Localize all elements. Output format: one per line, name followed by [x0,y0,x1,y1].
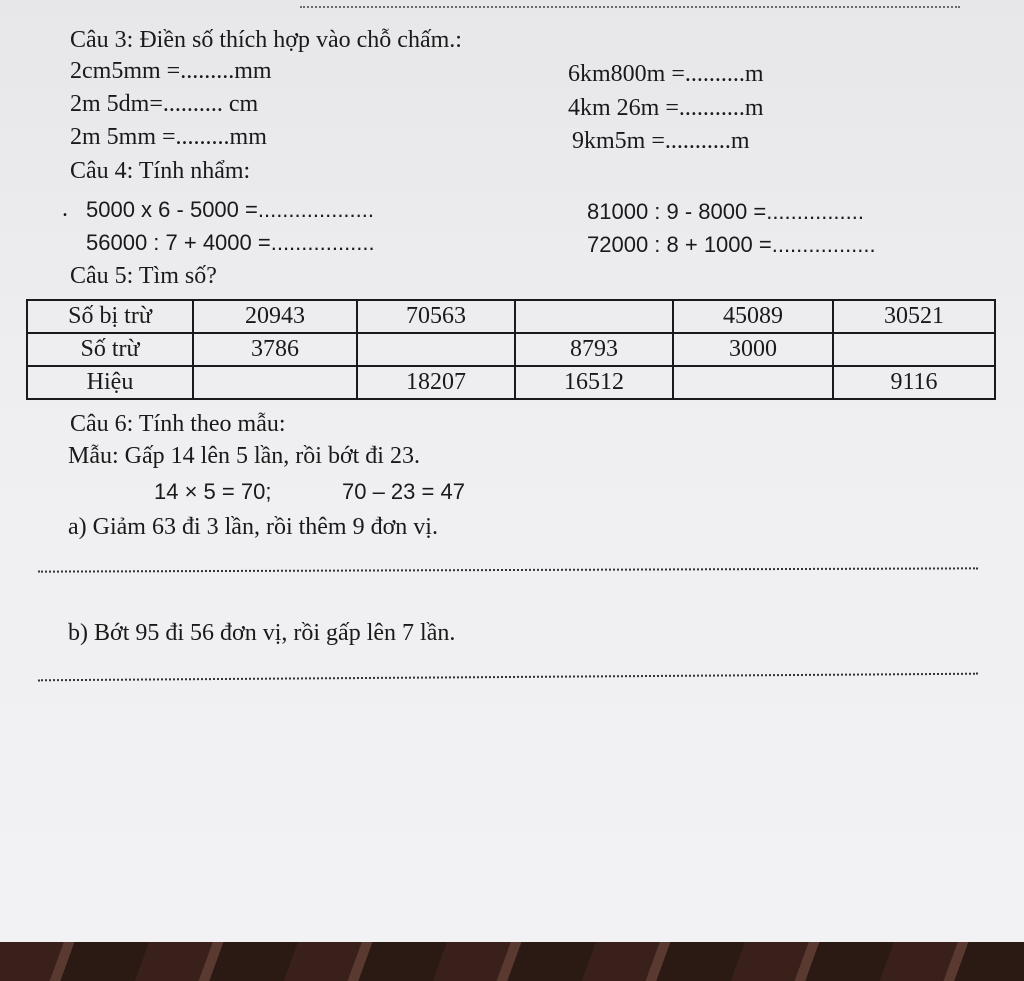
q3-right-3: 9km5m =...........m [572,128,750,154]
q3-left-1: 2cm5mm =.........mm [70,58,272,84]
q4-right-1: 81000 : 9 - 8000 =................ [587,199,864,224]
q4-title: Câu 4: Tính nhẩm: [70,158,251,184]
table-cell: 16512 [515,366,673,399]
answer-line-b[interactable] [38,673,978,682]
table-row-header: Số bị trừ [27,300,193,333]
table-cell: 9116 [833,366,995,399]
table-surface-background [0,942,1024,981]
table-cell: 18207 [357,366,515,399]
table-row-difference [27,366,995,399]
q3-left-3: 2m 5mm =.........mm [70,124,267,150]
q3-right-1: 6km800m =..........m [568,61,764,87]
q3-right-2: 4km 26m =...........m [568,95,764,121]
table-cell-blank[interactable] [515,300,673,333]
top-dotted-line [300,6,960,8]
q6-example-calc-1: 14 × 5 = 70; [154,479,272,504]
table-cell-blank[interactable] [193,366,357,399]
q6-part-a: a) Giảm 63 đi 3 lần, rồi thêm 9 đơn vị. [68,514,438,540]
q6-title: Câu 6: Tính theo mẫu: [70,411,286,437]
table-row-header: Số trừ [27,333,193,366]
table-row-header: Hiệu [27,366,193,399]
table-cell: 20943 [193,300,357,333]
table-cell: 70563 [357,300,515,333]
table-cell: 30521 [833,300,995,333]
table-row-subtrahend [27,333,995,366]
table-cell: 8793 [515,333,673,366]
table-cell-blank[interactable] [833,333,995,366]
table-cell: 3786 [193,333,357,366]
answer-line-a[interactable] [38,567,978,572]
table-row-minuend [27,300,995,333]
subtraction-table [26,299,996,400]
q5-title: Câu 5: Tìm số? [70,263,217,289]
q3-title: Câu 3: Điền số thích hợp vào chỗ chấm.: [70,27,462,53]
table-cell: 3000 [673,333,833,366]
q4-left-2: 56000 : 7 + 4000 =................. [86,230,375,255]
q6-example: Mẫu: Gấp 14 lên 5 lần, rồi bớt đi 23. [68,443,420,469]
q4-left-1: 5000 x 6 - 5000 =................... [86,197,374,222]
q6-part-b: b) Bớt 95 đi 56 đơn vị, rồi gấp lên 7 lần. [68,620,456,646]
table-cell: 45089 [673,300,833,333]
q6-example-calc-2: 70 – 23 = 47 [342,479,465,504]
q3-left-2: 2m 5dm=.......... cm [70,91,259,117]
q4-right-2: 72000 : 8 + 1000 =................. [587,232,876,257]
table-cell-blank[interactable] [673,366,833,399]
table-cell-blank[interactable] [357,333,515,366]
q4-bullet: . [62,196,68,222]
